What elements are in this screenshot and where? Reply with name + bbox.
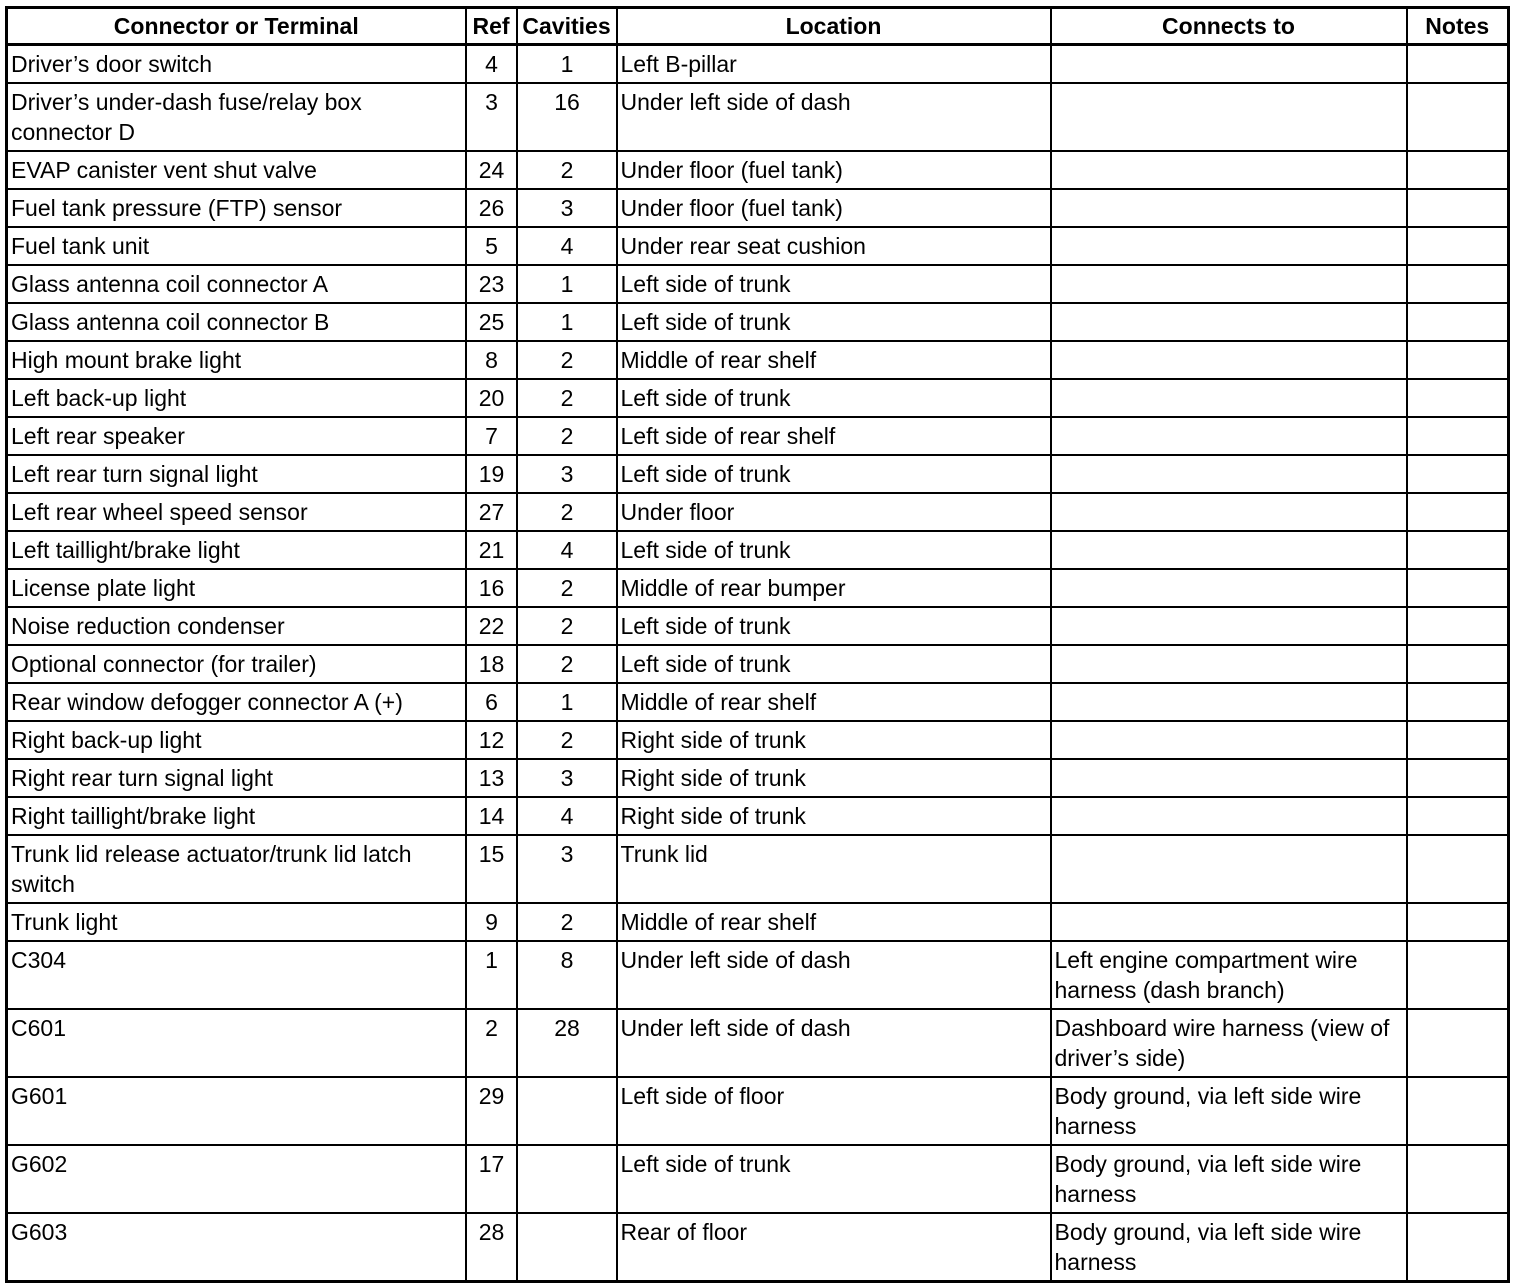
cell-ref: 14 xyxy=(466,797,517,835)
cell-notes xyxy=(1407,1213,1509,1282)
cell-ref: 20 xyxy=(466,379,517,417)
header-ref: Ref xyxy=(466,8,517,45)
cell-notes xyxy=(1407,493,1509,531)
cell-connects-to xyxy=(1051,721,1407,759)
cell-ref: 6 xyxy=(466,683,517,721)
cell-location: Under left side of dash xyxy=(617,1009,1051,1077)
cell-cavities: 28 xyxy=(517,1009,617,1077)
cell-notes xyxy=(1407,1077,1509,1145)
cell-cavities: 3 xyxy=(517,189,617,227)
cell-notes xyxy=(1407,797,1509,835)
cell-connector: EVAP canister vent shut valve xyxy=(7,151,466,189)
cell-ref: 12 xyxy=(466,721,517,759)
cell-ref: 29 xyxy=(466,1077,517,1145)
cell-ref: 18 xyxy=(466,645,517,683)
cell-ref: 13 xyxy=(466,759,517,797)
table-row xyxy=(7,721,1509,759)
cell-ref: 24 xyxy=(466,151,517,189)
cell-connects-to: Body ground, via left side wire harness xyxy=(1051,1213,1407,1282)
cell-connects-to xyxy=(1051,835,1407,903)
cell-cavities: 1 xyxy=(517,683,617,721)
cell-cavities: 1 xyxy=(517,265,617,303)
cell-cavities: 3 xyxy=(517,759,617,797)
cell-connects-to xyxy=(1051,645,1407,683)
cell-connects-to xyxy=(1051,455,1407,493)
cell-cavities: 4 xyxy=(517,227,617,265)
cell-connector: High mount brake light xyxy=(7,341,466,379)
cell-cavities xyxy=(517,1077,617,1145)
cell-location: Trunk lid xyxy=(617,835,1051,903)
cell-cavities: 2 xyxy=(517,645,617,683)
cell-notes xyxy=(1407,379,1509,417)
header-cavities: Cavities xyxy=(517,8,617,45)
cell-connector: Left taillight/brake light xyxy=(7,531,466,569)
cell-connects-to xyxy=(1051,189,1407,227)
cell-notes xyxy=(1407,607,1509,645)
cell-connects-to xyxy=(1051,151,1407,189)
cell-notes xyxy=(1407,189,1509,227)
cell-connects-to xyxy=(1051,903,1407,941)
cell-connects-to: Body ground, via left side wire harness xyxy=(1051,1145,1407,1213)
table-row xyxy=(7,45,1509,84)
table-row xyxy=(7,683,1509,721)
cell-ref: 7 xyxy=(466,417,517,455)
cell-connects-to xyxy=(1051,531,1407,569)
cell-location: Right side of trunk xyxy=(617,721,1051,759)
cell-connector: Left rear speaker xyxy=(7,417,466,455)
cell-cavities: 2 xyxy=(517,569,617,607)
cell-connector: Driver’s under-dash fuse/relay box connector D xyxy=(7,83,466,151)
cell-notes xyxy=(1407,569,1509,607)
cell-connector: Fuel tank pressure (FTP) sensor xyxy=(7,189,466,227)
cell-ref: 3 xyxy=(466,83,517,151)
cell-connects-to xyxy=(1051,227,1407,265)
cell-connector: Rear window defogger connector A (+) xyxy=(7,683,466,721)
cell-ref: 5 xyxy=(466,227,517,265)
table-row xyxy=(7,835,1509,903)
cell-ref: 8 xyxy=(466,341,517,379)
cell-notes xyxy=(1407,721,1509,759)
header-row xyxy=(7,8,1509,45)
cell-location: Under floor xyxy=(617,493,1051,531)
cell-connects-to xyxy=(1051,797,1407,835)
cell-cavities: 8 xyxy=(517,941,617,1009)
cell-connects-to xyxy=(1051,417,1407,455)
cell-ref: 16 xyxy=(466,569,517,607)
cell-connector: Noise reduction condenser xyxy=(7,607,466,645)
cell-cavities: 2 xyxy=(517,341,617,379)
cell-connector: C304 xyxy=(7,941,466,1009)
cell-connector: Glass antenna coil connector B xyxy=(7,303,466,341)
cell-ref: 1 xyxy=(466,941,517,1009)
cell-location: Left side of trunk xyxy=(617,645,1051,683)
table-row xyxy=(7,303,1509,341)
cell-notes xyxy=(1407,1145,1509,1213)
cell-connector: G603 xyxy=(7,1213,466,1282)
cell-location: Middle of rear shelf xyxy=(617,903,1051,941)
table-row xyxy=(7,1009,1509,1077)
cell-ref: 9 xyxy=(466,903,517,941)
table-row xyxy=(7,189,1509,227)
cell-cavities xyxy=(517,1213,617,1282)
cell-location: Under floor (fuel tank) xyxy=(617,151,1051,189)
table-row xyxy=(7,759,1509,797)
cell-location: Middle of rear shelf xyxy=(617,341,1051,379)
cell-location: Left side of trunk xyxy=(617,607,1051,645)
cell-connector: Right back-up light xyxy=(7,721,466,759)
cell-location: Under rear seat cushion xyxy=(617,227,1051,265)
cell-notes xyxy=(1407,531,1509,569)
table-row xyxy=(7,569,1509,607)
cell-ref: 28 xyxy=(466,1213,517,1282)
cell-location: Left side of trunk xyxy=(617,265,1051,303)
cell-notes xyxy=(1407,265,1509,303)
cell-notes xyxy=(1407,303,1509,341)
cell-notes xyxy=(1407,645,1509,683)
cell-location: Left side of trunk xyxy=(617,303,1051,341)
cell-connector: Left back-up light xyxy=(7,379,466,417)
cell-cavities: 2 xyxy=(517,607,617,645)
table-row xyxy=(7,607,1509,645)
cell-notes xyxy=(1407,83,1509,151)
cell-connects-to xyxy=(1051,379,1407,417)
cell-connects-to xyxy=(1051,83,1407,151)
table-row xyxy=(7,797,1509,835)
cell-notes xyxy=(1407,455,1509,493)
cell-notes xyxy=(1407,1009,1509,1077)
cell-location: Left side of trunk xyxy=(617,379,1051,417)
cell-location: Left side of rear shelf xyxy=(617,417,1051,455)
cell-ref: 25 xyxy=(466,303,517,341)
cell-cavities: 2 xyxy=(517,721,617,759)
table-row xyxy=(7,1213,1509,1282)
cell-notes xyxy=(1407,941,1509,1009)
cell-connector: Trunk lid release actuator/trunk lid latch switch xyxy=(7,835,466,903)
cell-notes xyxy=(1407,151,1509,189)
header-connector: Connector or Terminal xyxy=(7,8,466,45)
table-row xyxy=(7,151,1509,189)
cell-location: Middle of rear shelf xyxy=(617,683,1051,721)
table-row xyxy=(7,531,1509,569)
cell-connector: G601 xyxy=(7,1077,466,1145)
cell-cavities: 2 xyxy=(517,493,617,531)
cell-connects-to xyxy=(1051,341,1407,379)
cell-ref: 22 xyxy=(466,607,517,645)
cell-cavities: 2 xyxy=(517,903,617,941)
cell-connects-to xyxy=(1051,759,1407,797)
cell-ref: 21 xyxy=(466,531,517,569)
header-location: Location xyxy=(617,8,1051,45)
cell-ref: 4 xyxy=(466,45,517,84)
cell-location: Left B-pillar xyxy=(617,45,1051,84)
table-row xyxy=(7,903,1509,941)
table-row xyxy=(7,941,1509,1009)
cell-cavities: 4 xyxy=(517,531,617,569)
table-row xyxy=(7,1077,1509,1145)
table-row xyxy=(7,645,1509,683)
cell-cavities: 4 xyxy=(517,797,617,835)
cell-notes xyxy=(1407,341,1509,379)
cell-connects-to xyxy=(1051,683,1407,721)
cell-connector: Left rear wheel speed sensor xyxy=(7,493,466,531)
cell-cavities: 2 xyxy=(517,151,617,189)
cell-connector: C601 xyxy=(7,1009,466,1077)
table-row xyxy=(7,455,1509,493)
cell-connector: Glass antenna coil connector A xyxy=(7,265,466,303)
cell-connector: Fuel tank unit xyxy=(7,227,466,265)
table-row xyxy=(7,265,1509,303)
table-row xyxy=(7,83,1509,151)
cell-connector: G602 xyxy=(7,1145,466,1213)
cell-notes xyxy=(1407,683,1509,721)
cell-connects-to xyxy=(1051,303,1407,341)
cell-ref: 26 xyxy=(466,189,517,227)
cell-notes xyxy=(1407,227,1509,265)
cell-connector: Optional connector (for trailer) xyxy=(7,645,466,683)
cell-connector: License plate light xyxy=(7,569,466,607)
cell-location: Under left side of dash xyxy=(617,83,1051,151)
cell-notes xyxy=(1407,759,1509,797)
cell-connects-to xyxy=(1051,493,1407,531)
cell-connector: Trunk light xyxy=(7,903,466,941)
cell-location: Middle of rear bumper xyxy=(617,569,1051,607)
cell-connects-to xyxy=(1051,265,1407,303)
cell-ref: 23 xyxy=(466,265,517,303)
cell-location: Left side of trunk xyxy=(617,531,1051,569)
table-row xyxy=(7,493,1509,531)
cell-cavities: 1 xyxy=(517,303,617,341)
cell-location: Rear of floor xyxy=(617,1213,1051,1282)
table-row xyxy=(7,379,1509,417)
table-row xyxy=(7,1145,1509,1213)
cell-ref: 27 xyxy=(466,493,517,531)
table-row xyxy=(7,227,1509,265)
table-row xyxy=(7,341,1509,379)
cell-location: Under left side of dash xyxy=(617,941,1051,1009)
cell-cavities: 3 xyxy=(517,835,617,903)
cell-location: Right side of trunk xyxy=(617,759,1051,797)
cell-location: Right side of trunk xyxy=(617,797,1051,835)
table-row xyxy=(7,417,1509,455)
cell-ref: 15 xyxy=(466,835,517,903)
cell-connects-to: Dashboard wire harness (view of driver’s side) xyxy=(1051,1009,1407,1077)
cell-connects-to xyxy=(1051,607,1407,645)
cell-cavities: 3 xyxy=(517,455,617,493)
cell-ref: 19 xyxy=(466,455,517,493)
cell-location: Under floor (fuel tank) xyxy=(617,189,1051,227)
cell-cavities: 2 xyxy=(517,417,617,455)
cell-connector: Driver’s door switch xyxy=(7,45,466,84)
cell-cavities: 2 xyxy=(517,379,617,417)
cell-ref: 17 xyxy=(466,1145,517,1213)
cell-notes xyxy=(1407,417,1509,455)
cell-location: Left side of trunk xyxy=(617,1145,1051,1213)
cell-connects-to: Body ground, via left side wire harness xyxy=(1051,1077,1407,1145)
cell-cavities: 16 xyxy=(517,83,617,151)
cell-cavities xyxy=(517,1145,617,1213)
cell-notes xyxy=(1407,903,1509,941)
cell-connector: Right rear turn signal light xyxy=(7,759,466,797)
header-notes: Notes xyxy=(1407,8,1509,45)
cell-location: Left side of trunk xyxy=(617,455,1051,493)
header-connects-to: Connects to xyxy=(1051,8,1407,45)
cell-connects-to xyxy=(1051,569,1407,607)
cell-connects-to xyxy=(1051,45,1407,84)
cell-connector: Right taillight/brake light xyxy=(7,797,466,835)
cell-cavities: 1 xyxy=(517,45,617,84)
cell-location: Left side of floor xyxy=(617,1077,1051,1145)
table-body xyxy=(7,45,1509,1282)
cell-connects-to: Left engine compartment wire harness (dash branch) xyxy=(1051,941,1407,1009)
cell-notes xyxy=(1407,835,1509,903)
cell-connector: Left rear turn signal light xyxy=(7,455,466,493)
cell-notes xyxy=(1407,45,1509,84)
connector-table xyxy=(5,6,1510,1283)
cell-ref: 2 xyxy=(466,1009,517,1077)
